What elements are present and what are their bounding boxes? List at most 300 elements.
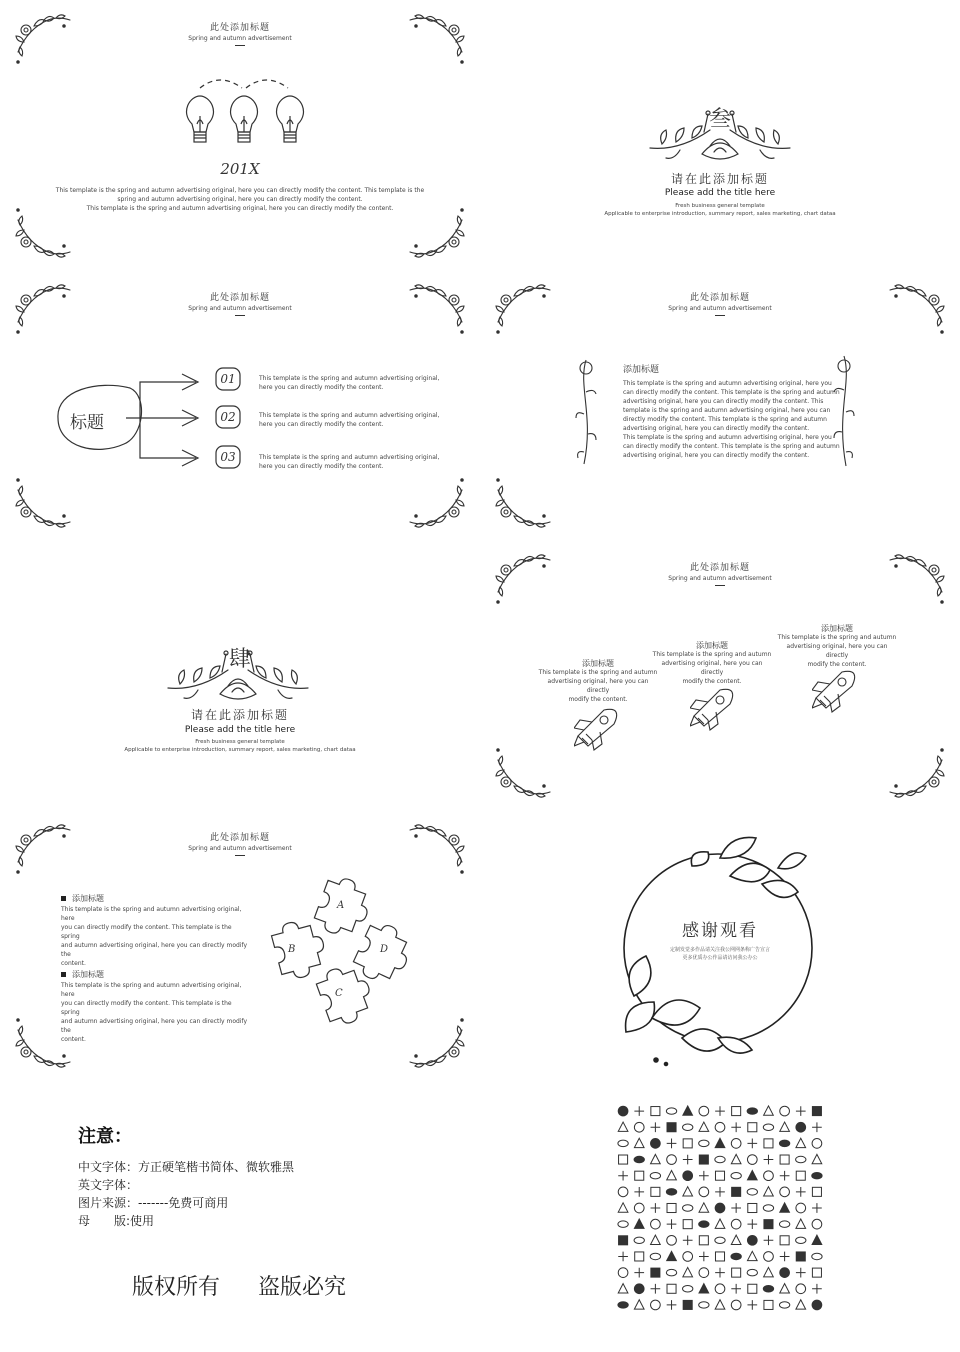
doodle-icon — [618, 1140, 628, 1146]
doodle-icon — [812, 1253, 822, 1259]
doodle-icon — [699, 1140, 709, 1146]
doodle-icon — [796, 1268, 806, 1278]
doodle-icon — [667, 1123, 676, 1132]
doodle-icon — [747, 1251, 757, 1260]
doodle-icon — [796, 1284, 806, 1294]
floral-corner-icon — [406, 1010, 466, 1070]
thanks-line: 定制发觉多作品请关注我公网网条称广告宣言 — [669, 947, 770, 953]
doodle-icon — [683, 1235, 693, 1245]
doodle-icon — [812, 1203, 822, 1213]
doodle-icon — [683, 1220, 692, 1229]
item-text — [259, 453, 439, 471]
doodle-icon — [683, 1187, 693, 1196]
doodle-icon — [780, 1203, 790, 1212]
thanks-title: 感谢观看 — [682, 921, 758, 941]
block-line: content. — [61, 960, 86, 967]
doodle-icon — [732, 1268, 741, 1277]
doodle-icon — [748, 1123, 757, 1132]
doodle-icon — [683, 1155, 693, 1165]
doodle-icon — [812, 1300, 822, 1310]
copyright-notice — [132, 1270, 384, 1301]
doodle-icon — [796, 1252, 805, 1261]
doodle-icon — [780, 1106, 790, 1116]
doodle-icon — [651, 1284, 661, 1294]
doodle-icon — [619, 1236, 628, 1245]
block-line: and autumn advertising original, here you can directly modify the — [61, 1018, 248, 1034]
floral-corner-icon — [886, 740, 946, 800]
section-title-en: Please add the title here — [184, 725, 296, 735]
doodle-icon — [731, 1203, 741, 1213]
doodle-icon — [747, 1269, 757, 1275]
doodle-icon — [715, 1171, 724, 1180]
block-title: 添加标题 — [72, 970, 104, 979]
section-subtitle — [0, 738, 480, 754]
doodle-icon — [650, 1253, 660, 1259]
doodle-icon — [634, 1237, 644, 1243]
doodle-icon — [796, 1106, 806, 1116]
block-heading — [61, 970, 251, 979]
doodle-icon — [747, 1139, 757, 1149]
floral-ornament-icon — [640, 108, 800, 168]
doodle-icon — [651, 1203, 661, 1213]
doodle-icon — [763, 1124, 773, 1130]
floral-corner-icon — [494, 470, 554, 530]
subtitle-line: Applicable to enterprise introduction, summary report, sales marketing, chart dataa — [124, 747, 356, 753]
block-line: This template is the spring and autumn advertising original, here — [61, 982, 242, 998]
header-title: 此处添加标题 — [209, 23, 270, 33]
doodle-icon — [812, 1154, 822, 1163]
doodle-icon — [764, 1155, 774, 1165]
doodle-icon — [715, 1300, 725, 1309]
doodle-icon — [618, 1284, 628, 1293]
doodle-icon — [667, 1219, 677, 1229]
doodle-icon — [666, 1189, 676, 1195]
doodle-icon — [780, 1171, 790, 1181]
block-line: you can directly modify the content. This template is the spring — [61, 1000, 232, 1016]
doodle-icon — [667, 1251, 677, 1260]
floral-corner-icon — [406, 470, 466, 530]
doodle-icon — [666, 1269, 676, 1275]
doodle-icon — [715, 1252, 724, 1261]
doodle-icon — [764, 1187, 774, 1196]
doodle-icon — [634, 1284, 644, 1294]
doodle-icon — [764, 1267, 774, 1276]
doodle-icon — [618, 1203, 628, 1212]
divider — [235, 315, 245, 316]
header-subtitle: Spring and autumn advertisement — [188, 35, 292, 42]
doodle-icon — [779, 1140, 789, 1146]
vine-icon — [574, 356, 598, 468]
bullet-icon — [61, 896, 66, 901]
block-line: content. — [61, 1036, 86, 1043]
doodle-icon — [635, 1252, 644, 1261]
doodle-icon — [618, 1302, 628, 1308]
doodle-icon — [731, 1139, 741, 1149]
doodle-icon — [780, 1122, 790, 1131]
doodle-icon — [618, 1252, 628, 1262]
doodle-icon — [796, 1187, 806, 1197]
doodle-icon — [715, 1122, 725, 1132]
doodle-icon — [812, 1107, 821, 1116]
body-line: spring and autumn advertising original, here you can directly modify the content. — [117, 196, 363, 203]
slide-3 — [0, 270, 480, 540]
doodle-icon — [747, 1189, 757, 1195]
feature-line: advertising original, here you can directly — [547, 678, 649, 694]
doodle-icon — [683, 1267, 693, 1276]
header-subtitle: Spring and autumn advertisement — [188, 845, 292, 852]
doodle-icon — [699, 1302, 709, 1308]
doodle-icon — [748, 1284, 757, 1293]
divider — [715, 585, 725, 586]
doodle-icon — [763, 1205, 773, 1211]
item-text — [259, 374, 439, 392]
doodle-icon — [796, 1171, 805, 1180]
doodle-icon — [699, 1221, 709, 1227]
doodle-icon — [764, 1220, 773, 1229]
doodle-icon — [699, 1122, 709, 1131]
floral-ornament-icon — [158, 648, 318, 708]
body-line: can directly modify the content. This template is the spring and autumn — [623, 443, 840, 450]
doodle-icon — [651, 1154, 661, 1163]
doodle-icon — [634, 1138, 644, 1147]
doodle-icon — [779, 1302, 789, 1308]
body-text — [623, 379, 840, 460]
doodle-icon — [651, 1139, 661, 1149]
feature-line: modify the content. — [682, 678, 742, 685]
item-line: This template is the spring and autumn advertising original, — [259, 375, 440, 382]
section-title-en: Please add the title here — [664, 188, 776, 198]
doodle-icon — [651, 1107, 660, 1116]
doodle-icon — [796, 1122, 806, 1132]
doodle-icon — [812, 1235, 822, 1244]
block-title: 添加标题 — [72, 894, 104, 903]
doodle-icon — [764, 1252, 774, 1262]
doodle-icon — [812, 1268, 821, 1277]
body-line: advertising original, here you can directly modify the content. — [623, 452, 810, 459]
feature-item — [538, 659, 658, 704]
header-title: 此处添加标题 — [209, 833, 270, 843]
feature-line: This template is the spring and autumn — [777, 634, 897, 641]
body-line: advertising original, here you can directly modify the content. This — [623, 398, 824, 405]
notes-line: 母 版:使用 — [78, 1214, 155, 1228]
doodle-icon — [812, 1284, 822, 1294]
puzzle-label: A — [337, 900, 345, 911]
doodle-icon — [651, 1187, 660, 1196]
slide-header — [0, 830, 480, 856]
usage-notes — [78, 1122, 478, 1230]
doodle-icon — [651, 1122, 661, 1132]
divider — [235, 45, 245, 46]
icon-collage — [615, 1103, 825, 1313]
doodle-icon — [651, 1268, 660, 1277]
doodle-icon — [634, 1156, 644, 1162]
doodle-icon — [618, 1171, 628, 1181]
item-number: 03 — [220, 450, 236, 464]
doodle-icon — [731, 1284, 741, 1294]
floral-corner-icon — [494, 740, 554, 800]
slide-header — [0, 290, 480, 316]
doodle-icon — [796, 1300, 806, 1309]
doodle-icon — [635, 1171, 644, 1180]
doodle-icon — [667, 1300, 677, 1310]
subtitle-line: Fresh business general template — [675, 203, 765, 209]
light-bulbs-icon — [180, 72, 310, 157]
doodle-icon — [715, 1187, 725, 1197]
doodle-icon — [812, 1172, 822, 1178]
doodle-icons-grid — [615, 1103, 825, 1313]
doodle-icon — [731, 1219, 741, 1229]
text-block — [61, 970, 251, 1044]
doodle-icon — [618, 1106, 628, 1116]
doodle-icon — [780, 1155, 789, 1164]
doodle-icon — [747, 1108, 757, 1114]
doodle-icon — [683, 1106, 693, 1115]
divider — [715, 315, 725, 316]
doodle-icon — [731, 1253, 741, 1259]
doodle-icon — [779, 1221, 789, 1227]
section-numeral: 肆 — [228, 647, 251, 672]
thanks-line: 更多优质办公作品请访问我公办公 — [682, 955, 758, 961]
thanks-text — [480, 946, 960, 962]
doodle-icon — [796, 1156, 806, 1162]
doodle-icon — [796, 1219, 806, 1228]
doodle-icon — [683, 1205, 693, 1211]
section-subtitle — [480, 202, 960, 218]
doodle-icon — [683, 1171, 693, 1181]
section-heading: 添加标题 — [623, 365, 660, 375]
doodle-icon — [651, 1219, 661, 1229]
item-number: 02 — [220, 410, 236, 424]
body-line: This template is the spring and autumn advertising original, here you — [623, 434, 832, 441]
slide-header — [480, 560, 960, 586]
feature-line: modify the content. — [568, 696, 628, 703]
slide-4 — [480, 270, 960, 540]
doodle-icon — [715, 1268, 725, 1278]
doodle-icon — [683, 1252, 693, 1262]
item-text — [259, 411, 439, 429]
doodle-icon — [634, 1219, 644, 1228]
doodle-icon — [732, 1187, 741, 1196]
doodle-icon — [747, 1171, 757, 1180]
item-line: here you can directly modify the content. — [259, 384, 384, 391]
doodle-icon — [634, 1187, 644, 1197]
body-line: template is the spring and autumn advertising original, here you can — [623, 407, 831, 414]
doodle-icon — [747, 1155, 757, 1165]
doodle-icon — [715, 1203, 725, 1213]
doodle-icon — [699, 1203, 709, 1212]
feature-line: advertising original, here you can directly — [786, 643, 888, 659]
doodle-icon — [699, 1236, 708, 1245]
doodle-icon — [667, 1203, 676, 1212]
doodle-icon — [812, 1122, 822, 1132]
doodle-icon — [667, 1139, 677, 1149]
feature-title: 添加标题 — [821, 624, 853, 633]
feature-line: This template is the spring and autumn — [538, 669, 658, 676]
center-label: 标题 — [70, 413, 104, 433]
body-line: This template is the spring and autumn advertising original, here you — [623, 380, 832, 387]
doodle-icon — [619, 1155, 628, 1164]
doodle-icon — [748, 1203, 757, 1212]
doodle-icon — [780, 1268, 790, 1278]
section-numeral: 叁 — [708, 107, 731, 132]
doodle-icon — [812, 1219, 822, 1229]
block-line: and autumn advertising original, here you can directly modify the — [61, 942, 248, 958]
doodle-icon — [731, 1172, 741, 1178]
doodle-icon — [780, 1236, 789, 1245]
subtitle-line: Fresh business general template — [195, 739, 285, 745]
subtitle-line: Applicable to enterprise introduction, summary report, sales marketing, chart dataa — [604, 211, 836, 217]
feature-item — [777, 624, 897, 669]
doodle-icon — [764, 1300, 773, 1309]
doodle-icon — [764, 1139, 773, 1148]
body-line: This template is the spring and autumn advertising original, here you can directly modify the content. This template is the — [55, 187, 425, 194]
doodle-icon — [747, 1300, 757, 1310]
doodle-icon — [764, 1171, 774, 1181]
doodle-icon — [731, 1122, 741, 1132]
doodle-icon — [634, 1106, 644, 1116]
divider — [235, 855, 245, 856]
body-line: advertising original, here you can directly modify the content. — [623, 425, 810, 432]
doodle-icon — [715, 1106, 725, 1116]
body-line: can directly modify the content. This template is the spring and autumn — [623, 389, 840, 396]
slide-2 — [480, 0, 960, 270]
doodle-icon — [683, 1124, 693, 1130]
text-block — [61, 894, 251, 968]
doodle-icon — [699, 1268, 709, 1278]
floral-corner-icon — [14, 470, 74, 530]
item-number: 01 — [220, 372, 236, 386]
doodle-icon — [715, 1284, 725, 1294]
slide-8 — [480, 810, 960, 1080]
doodle-icon — [634, 1300, 644, 1309]
doodle-icon — [747, 1219, 757, 1229]
year-label: 201X — [220, 160, 260, 178]
doodle-icon — [699, 1187, 709, 1197]
header-title: 此处添加标题 — [689, 563, 750, 573]
doodle-icon — [812, 1139, 822, 1149]
bullet-icon — [61, 972, 66, 977]
section-title: 请在此添加标题 — [190, 708, 289, 722]
slide-1 — [0, 0, 480, 270]
doodle-icon — [699, 1284, 709, 1293]
doodle-icon — [731, 1235, 741, 1244]
item-line: This template is the spring and autumn advertising original, — [259, 412, 440, 419]
doodle-icon — [780, 1252, 790, 1262]
doodle-icon — [666, 1108, 676, 1114]
slide-header — [0, 20, 480, 46]
feature-line: modify the content. — [807, 661, 867, 668]
feature-item — [652, 641, 772, 686]
puzzle-label: D — [380, 944, 389, 955]
item-line: This template is the spring and autumn advertising original, — [259, 454, 440, 461]
rocket-icon — [574, 706, 620, 752]
notes-line: 英文字体： — [78, 1178, 139, 1192]
doodle-icon — [731, 1300, 741, 1310]
block-heading — [61, 894, 251, 903]
doodle-icon — [634, 1203, 644, 1213]
doodle-icon — [715, 1156, 725, 1162]
doodle-icon — [618, 1122, 628, 1131]
body-line: This template is the spring and autumn advertising original, here you can directly modify the content. — [86, 205, 394, 212]
doodle-icon — [683, 1300, 692, 1309]
notes-heading: 注意： — [78, 1126, 132, 1147]
puzzle-icon — [262, 872, 412, 1042]
doodle-icon — [780, 1187, 790, 1197]
doodle-icon — [763, 1286, 773, 1292]
feature-title: 添加标题 — [696, 641, 728, 650]
doodle-icon — [764, 1235, 774, 1245]
doodle-icon — [796, 1203, 806, 1213]
doodle-icon — [764, 1106, 774, 1115]
feature-line: advertising original, here you can directly — [661, 660, 763, 676]
feature-title: 添加标题 — [582, 659, 614, 668]
doodle-icon — [699, 1106, 709, 1116]
doodle-icon — [699, 1155, 708, 1164]
block-line: you can directly modify the content. This template is the spring — [61, 924, 232, 940]
copyright-part: 盗版必究 — [258, 1275, 347, 1300]
header-subtitle: Spring and autumn advertisement — [188, 305, 292, 312]
slide-7 — [0, 810, 480, 1080]
slide-header — [480, 290, 960, 316]
doodle-icon — [780, 1284, 790, 1293]
doodle-icon — [667, 1235, 677, 1245]
doodle-icon — [812, 1187, 821, 1196]
doodle-icon — [715, 1237, 725, 1243]
puzzle-label: B — [288, 944, 296, 955]
header-subtitle: Spring and autumn advertisement — [668, 305, 772, 312]
item-line: here you can directly modify the content. — [259, 463, 384, 470]
doodle-icon — [699, 1171, 709, 1181]
doodle-icon — [683, 1139, 692, 1148]
doodle-icon — [796, 1138, 806, 1147]
doodle-icon — [699, 1252, 709, 1262]
doodle-icon — [667, 1284, 676, 1293]
doodle-icon — [650, 1172, 660, 1178]
doodle-icon — [732, 1107, 741, 1116]
doodle-icon — [651, 1235, 661, 1244]
header-subtitle: Spring and autumn advertisement — [668, 575, 772, 582]
rocket-icon — [812, 668, 858, 714]
feature-line: This template is the spring and autumn — [652, 651, 772, 658]
body-text — [0, 186, 480, 213]
notes-line: 中文字体：方正硬笔楷书简体、微软雅黑 — [78, 1160, 295, 1174]
rocket-icon — [690, 686, 736, 732]
notes-line: 图片来源：-------免费可商用 — [78, 1196, 229, 1210]
doodle-icon — [731, 1154, 741, 1163]
doodle-icon — [715, 1138, 725, 1147]
item-line: here you can directly modify the content. — [259, 421, 384, 428]
doodle-icon — [618, 1268, 628, 1278]
header-title: 此处添加标题 — [689, 293, 750, 303]
copyright-part: 版权所有 — [132, 1275, 221, 1300]
slide-6 — [480, 540, 960, 810]
doodle-icon — [651, 1300, 661, 1310]
doodle-icon — [634, 1122, 644, 1132]
doodle-icon — [667, 1171, 677, 1180]
doodle-icon — [796, 1237, 806, 1243]
block-line: This template is the spring and autumn advertising original, here — [61, 906, 242, 922]
doodle-icon — [715, 1219, 725, 1228]
doodle-icon — [667, 1155, 677, 1165]
slide-5 — [0, 540, 480, 810]
puzzle-label: C — [335, 988, 343, 999]
header-title: 此处添加标题 — [209, 293, 270, 303]
doodle-icon — [618, 1221, 628, 1227]
doodle-icon — [747, 1235, 757, 1245]
body-line: directly modify the content. This template is the spring and autumn — [623, 416, 827, 423]
doodle-icon — [618, 1187, 628, 1197]
doodle-icon — [634, 1268, 644, 1278]
